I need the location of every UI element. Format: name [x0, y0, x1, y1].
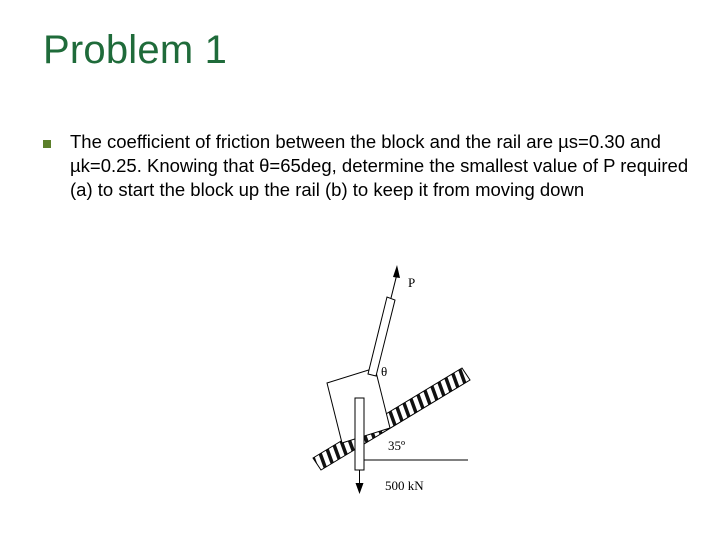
- slide-title: Problem 1: [43, 28, 228, 72]
- force-p-arrowhead: [393, 265, 400, 278]
- weight-bar: [355, 398, 364, 470]
- angle-theta-label: θ: [381, 364, 388, 379]
- incline-angle-label: 35º: [388, 438, 406, 453]
- load-label: 500 kN: [385, 478, 424, 493]
- weight-arrowhead: [356, 483, 364, 494]
- force-p-label: P: [408, 275, 416, 290]
- force-p-line: [391, 274, 397, 298]
- problem-text: The coefficient of friction between the block and the rail are µs=0.30 and µk=0.25. Knowing that θ=65deg, determine the smallest value of P required (a) to start the block up the rail (b) to keep it from moving down: [70, 131, 689, 200]
